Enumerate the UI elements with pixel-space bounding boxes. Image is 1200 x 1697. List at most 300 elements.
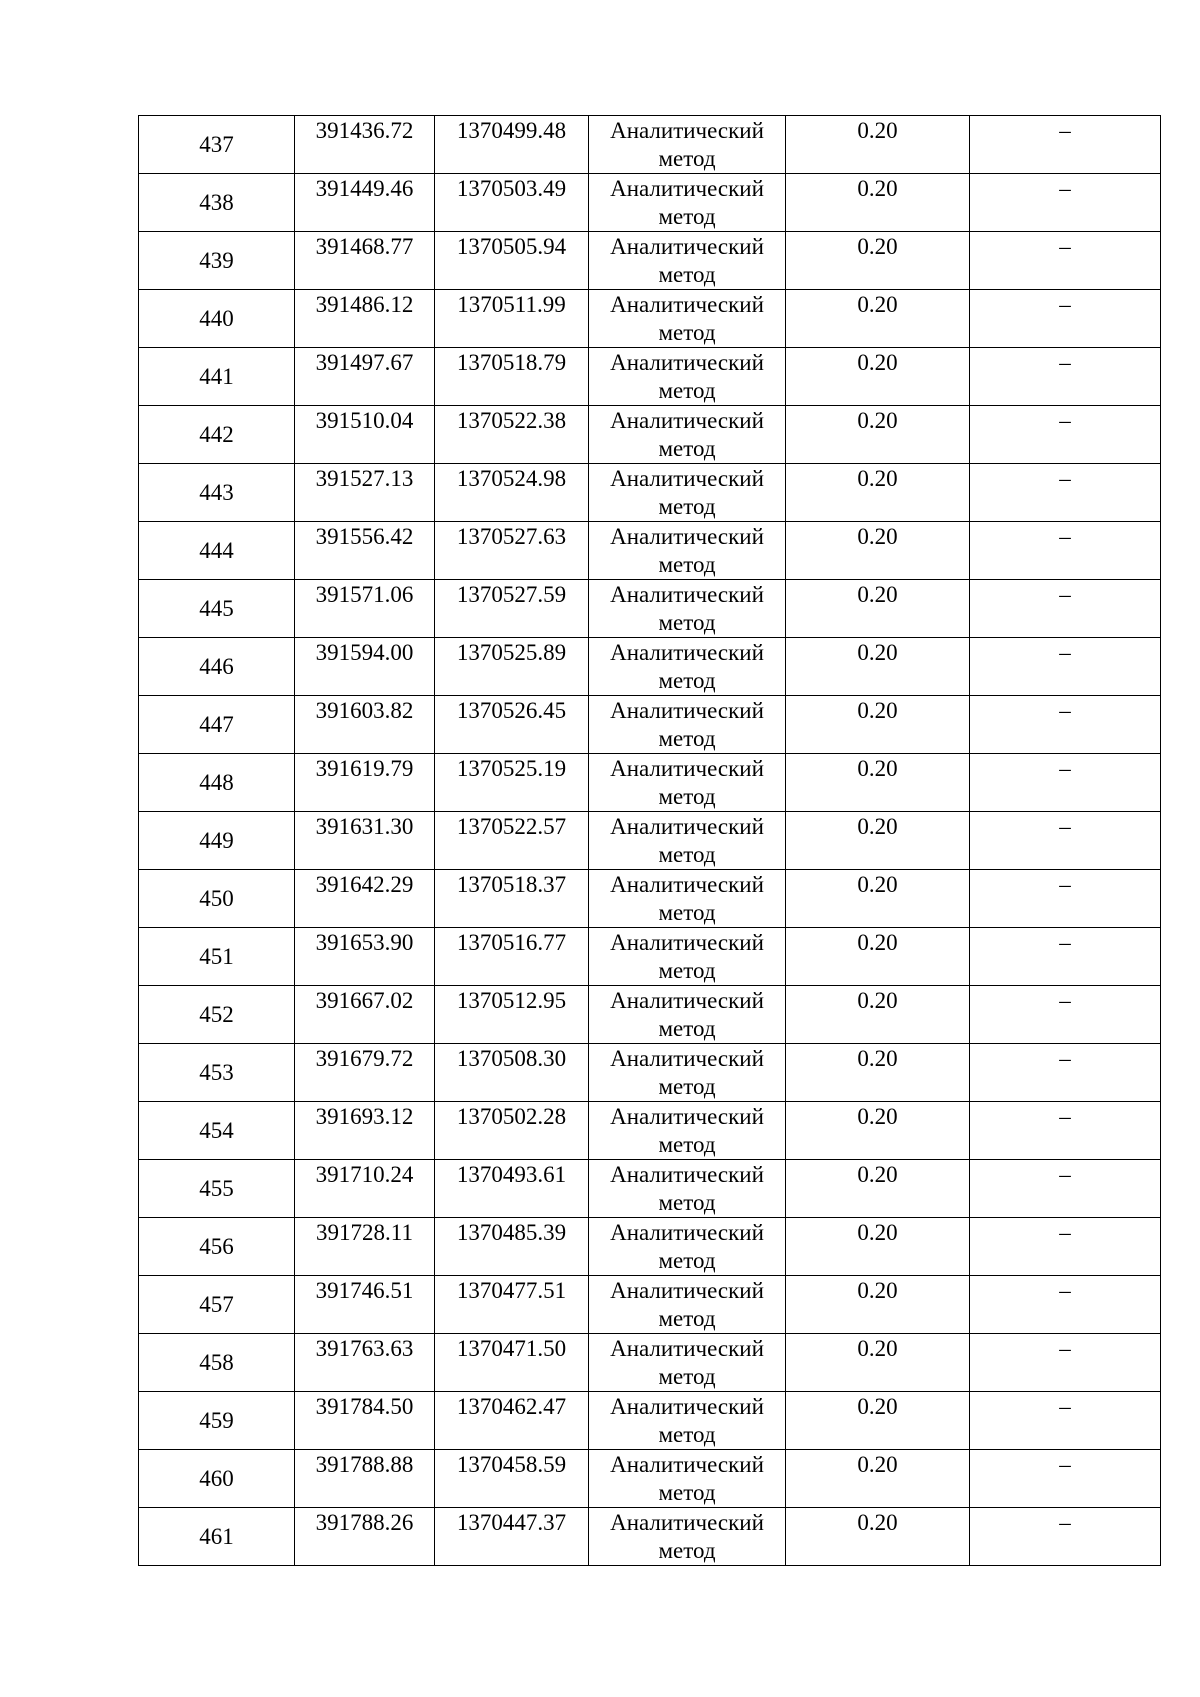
note-text: – [1059,1336,1071,1361]
accuracy-text: 0.20 [857,466,898,491]
y-coordinate-cell [435,1450,589,1508]
note-cell [970,928,1161,986]
accuracy-cell [786,116,970,174]
note-text: – [1059,988,1071,1013]
table-row [139,1334,1161,1392]
table-row [139,1508,1161,1566]
x-coordinate-text: 391784.50 [315,1394,414,1419]
table-row [139,1218,1161,1276]
note-text: – [1059,698,1071,723]
y-coordinate-text: 1370518.79 [456,350,567,375]
x-coordinate-text: 391468.77 [315,234,414,259]
y-coordinate-text: 1370499.48 [456,118,567,143]
x-coordinate-cell [295,406,435,464]
note-cell [970,464,1161,522]
accuracy-cell [786,1392,970,1450]
note-text: – [1059,524,1071,549]
note-text: – [1059,1278,1071,1303]
method-cell [589,1276,786,1334]
y-coordinate-cell [435,116,589,174]
method-text: Аналитический метод [610,698,764,751]
table-row [139,232,1161,290]
x-coordinate-cell [295,1276,435,1334]
note-text: – [1059,1510,1071,1535]
y-coordinate-text: 1370485.39 [456,1220,567,1245]
y-coordinate-cell [435,348,589,406]
method-cell [589,1218,786,1276]
x-coordinate-text: 391679.72 [315,1046,414,1071]
point-number-cell: 461 [139,1508,295,1566]
table-row [139,348,1161,406]
accuracy-text: 0.20 [857,1278,898,1303]
table-row [139,638,1161,696]
x-coordinate-text: 391449.46 [315,176,414,201]
note-text: – [1059,814,1071,839]
accuracy-cell [786,348,970,406]
x-coordinate-cell [295,812,435,870]
method-text: Аналитический метод [610,1162,764,1215]
accuracy-text: 0.20 [857,640,898,665]
note-cell [970,696,1161,754]
y-coordinate-text: 1370493.61 [456,1162,567,1187]
method-cell [589,348,786,406]
x-coordinate-text: 391527.13 [315,466,414,491]
accuracy-text: 0.20 [857,930,898,955]
table-row [139,696,1161,754]
method-text: Аналитический метод [610,872,764,925]
table-row [139,1160,1161,1218]
y-coordinate-text: 1370527.59 [456,582,567,607]
y-coordinate-cell [435,1276,589,1334]
y-coordinate-cell [435,1334,589,1392]
accuracy-text: 0.20 [857,1510,898,1535]
accuracy-text: 0.20 [857,1394,898,1419]
note-text: – [1059,756,1071,781]
y-coordinate-cell [435,812,589,870]
accuracy-cell [786,1102,970,1160]
method-cell [589,232,786,290]
x-coordinate-cell [295,464,435,522]
accuracy-text: 0.20 [857,814,898,839]
coordinates-table-body [139,116,1161,1566]
method-cell [589,870,786,928]
accuracy-cell [786,522,970,580]
point-number-cell: 457 [139,1276,295,1334]
accuracy-cell [786,174,970,232]
method-cell [589,754,786,812]
method-text: Аналитический метод [610,292,764,345]
x-coordinate-text: 391693.12 [315,1104,414,1129]
accuracy-cell [786,812,970,870]
x-coordinate-cell [295,348,435,406]
x-coordinate-cell [295,1218,435,1276]
method-cell [589,1450,786,1508]
x-coordinate-text: 391510.04 [315,408,414,433]
accuracy-cell [786,290,970,348]
x-coordinate-cell [295,1508,435,1566]
x-coordinate-text: 391788.88 [315,1452,414,1477]
point-number-cell: 443 [139,464,295,522]
point-number-cell: 452 [139,986,295,1044]
y-coordinate-text: 1370526.45 [456,698,567,723]
note-cell [970,812,1161,870]
accuracy-text: 0.20 [857,1046,898,1071]
x-coordinate-cell [295,1334,435,1392]
point-number-cell: 446 [139,638,295,696]
method-text: Аналитический метод [610,930,764,983]
y-coordinate-cell [435,464,589,522]
x-coordinate-cell [295,1044,435,1102]
point-number-cell: 447 [139,696,295,754]
y-coordinate-cell [435,638,589,696]
note-cell [970,754,1161,812]
note-cell [970,174,1161,232]
x-coordinate-text: 391603.82 [315,698,414,723]
table-row [139,406,1161,464]
note-cell [970,580,1161,638]
y-coordinate-text: 1370458.59 [456,1452,567,1477]
method-cell [589,638,786,696]
method-text: Аналитический метод [610,1046,764,1099]
note-cell [970,348,1161,406]
method-text: Аналитический метод [610,176,764,229]
point-number-cell: 460 [139,1450,295,1508]
y-coordinate-cell [435,522,589,580]
y-coordinate-text: 1370477.51 [456,1278,567,1303]
note-text: – [1059,1452,1071,1477]
accuracy-cell [786,1218,970,1276]
table-row [139,986,1161,1044]
accuracy-cell [786,928,970,986]
table-row [139,928,1161,986]
accuracy-text: 0.20 [857,872,898,897]
method-text: Аналитический метод [610,1510,764,1563]
method-text: Аналитический метод [610,408,764,461]
y-coordinate-text: 1370522.38 [456,408,567,433]
y-coordinate-text: 1370511.99 [457,292,566,317]
method-cell [589,1160,786,1218]
point-number-cell: 456 [139,1218,295,1276]
point-number-cell: 454 [139,1102,295,1160]
note-text: – [1059,466,1071,491]
y-coordinate-text: 1370502.28 [456,1104,567,1129]
x-coordinate-cell [295,928,435,986]
method-cell [589,986,786,1044]
method-text: Аналитический метод [610,118,764,171]
method-text: Аналитический метод [610,1278,764,1331]
y-coordinate-text: 1370525.89 [456,640,567,665]
accuracy-text: 0.20 [857,176,898,201]
x-coordinate-cell [295,986,435,1044]
method-cell [589,812,786,870]
y-coordinate-cell [435,1044,589,1102]
method-cell [589,1508,786,1566]
method-cell [589,1334,786,1392]
method-cell [589,1044,786,1102]
y-coordinate-text: 1370508.30 [456,1046,567,1071]
point-number-cell: 437 [139,116,295,174]
point-number-cell: 453 [139,1044,295,1102]
y-coordinate-cell [435,580,589,638]
method-text: Аналитический метод [610,582,764,635]
y-coordinate-text: 1370505.94 [456,234,567,259]
point-number-cell: 439 [139,232,295,290]
note-cell [970,1276,1161,1334]
x-coordinate-cell [295,232,435,290]
accuracy-text: 0.20 [857,582,898,607]
note-cell [970,870,1161,928]
method-cell [589,290,786,348]
note-text: – [1059,234,1071,259]
table-row [139,1044,1161,1102]
note-text: – [1059,292,1071,317]
method-cell [589,406,786,464]
accuracy-cell [786,1450,970,1508]
note-text: – [1059,350,1071,375]
note-text: – [1059,1162,1071,1187]
y-coordinate-cell [435,928,589,986]
note-text: – [1059,872,1071,897]
point-number-cell: 458 [139,1334,295,1392]
accuracy-text: 0.20 [857,234,898,259]
method-cell [589,1102,786,1160]
point-number-cell: 451 [139,928,295,986]
y-coordinate-text: 1370462.47 [456,1394,567,1419]
y-coordinate-cell [435,1218,589,1276]
accuracy-cell [786,986,970,1044]
x-coordinate-cell [295,580,435,638]
method-text: Аналитический метод [610,988,764,1041]
y-coordinate-cell [435,290,589,348]
x-coordinate-cell [295,522,435,580]
x-coordinate-cell [295,1160,435,1218]
x-coordinate-text: 391728.11 [316,1220,413,1245]
y-coordinate-cell [435,696,589,754]
method-text: Аналитический метод [610,1394,764,1447]
accuracy-cell [786,1160,970,1218]
accuracy-cell [786,1334,970,1392]
method-text: Аналитический метод [610,1336,764,1389]
x-coordinate-text: 391642.29 [315,872,414,897]
note-text: – [1059,1104,1071,1129]
point-number-cell: 450 [139,870,295,928]
method-text: Аналитический метод [610,640,764,693]
accuracy-text: 0.20 [857,1336,898,1361]
x-coordinate-text: 391746.51 [315,1278,414,1303]
table-row [139,174,1161,232]
x-coordinate-text: 391763.63 [315,1336,414,1361]
accuracy-text: 0.20 [857,408,898,433]
note-text: – [1059,176,1071,201]
coordinates-table [138,115,1161,1566]
table-row [139,1392,1161,1450]
x-coordinate-cell [295,638,435,696]
note-cell [970,1334,1161,1392]
note-cell [970,1218,1161,1276]
point-number-cell: 442 [139,406,295,464]
y-coordinate-cell [435,986,589,1044]
note-cell [970,1102,1161,1160]
accuracy-text: 0.20 [857,988,898,1013]
method-cell [589,928,786,986]
point-number-cell: 459 [139,1392,295,1450]
note-text: – [1059,1046,1071,1071]
x-coordinate-text: 391571.06 [315,582,414,607]
x-coordinate-cell [295,1392,435,1450]
note-cell [970,290,1161,348]
accuracy-cell [786,232,970,290]
accuracy-cell [786,406,970,464]
point-number-cell: 449 [139,812,295,870]
table-row [139,1276,1161,1334]
y-coordinate-cell [435,1160,589,1218]
point-number-cell: 441 [139,348,295,406]
x-coordinate-text: 391497.67 [315,350,414,375]
note-text: – [1059,930,1071,955]
x-coordinate-text: 391667.02 [315,988,414,1013]
method-cell [589,580,786,638]
accuracy-text: 0.20 [857,350,898,375]
y-coordinate-text: 1370525.19 [456,756,567,781]
y-coordinate-text: 1370527.63 [456,524,567,549]
x-coordinate-text: 391556.42 [315,524,414,549]
accuracy-cell [786,1044,970,1102]
accuracy-text: 0.20 [857,1220,898,1245]
point-number-cell: 440 [139,290,295,348]
accuracy-cell [786,464,970,522]
method-cell [589,464,786,522]
table-row [139,522,1161,580]
note-text: – [1059,1394,1071,1419]
accuracy-text: 0.20 [857,1452,898,1477]
note-cell [970,1392,1161,1450]
table-row [139,580,1161,638]
x-coordinate-text: 391788.26 [315,1510,414,1535]
point-number-cell: 448 [139,754,295,812]
note-cell [970,522,1161,580]
point-number-cell: 438 [139,174,295,232]
table-row [139,754,1161,812]
point-number-cell: 455 [139,1160,295,1218]
note-cell [970,406,1161,464]
y-coordinate-text: 1370522.57 [456,814,567,839]
accuracy-cell [786,870,970,928]
accuracy-cell [786,1276,970,1334]
accuracy-cell [786,1508,970,1566]
accuracy-cell [786,696,970,754]
x-coordinate-cell [295,870,435,928]
note-cell [970,1044,1161,1102]
x-coordinate-cell [295,754,435,812]
x-coordinate-cell [295,1450,435,1508]
note-text: – [1059,118,1071,143]
y-coordinate-cell [435,870,589,928]
accuracy-text: 0.20 [857,524,898,549]
accuracy-text: 0.20 [857,1104,898,1129]
accuracy-text: 0.20 [857,1162,898,1187]
accuracy-cell [786,638,970,696]
accuracy-text: 0.20 [857,756,898,781]
method-text: Аналитический метод [610,234,764,287]
x-coordinate-cell [295,290,435,348]
x-coordinate-text: 391486.12 [315,292,414,317]
y-coordinate-text: 1370447.37 [456,1510,567,1535]
accuracy-cell [786,754,970,812]
method-cell [589,522,786,580]
y-coordinate-cell [435,754,589,812]
y-coordinate-cell [435,1508,589,1566]
y-coordinate-text: 1370516.77 [456,930,567,955]
note-cell [970,986,1161,1044]
note-cell [970,1450,1161,1508]
note-cell [970,1160,1161,1218]
y-coordinate-text: 1370503.49 [456,176,567,201]
y-coordinate-text: 1370512.95 [456,988,567,1013]
table-row [139,1450,1161,1508]
method-cell [589,174,786,232]
method-text: Аналитический метод [610,1452,764,1505]
note-text: – [1059,582,1071,607]
y-coordinate-cell [435,1102,589,1160]
point-number-cell: 445 [139,580,295,638]
x-coordinate-text: 391594.00 [315,640,414,665]
x-coordinate-cell [295,1102,435,1160]
note-text: – [1059,1220,1071,1245]
accuracy-text: 0.20 [857,292,898,317]
method-text: Аналитический метод [610,756,764,809]
method-text: Аналитический метод [610,814,764,867]
note-text: – [1059,640,1071,665]
x-coordinate-text: 391631.30 [315,814,414,839]
y-coordinate-text: 1370524.98 [456,466,567,491]
x-coordinate-text: 391436.72 [315,118,414,143]
x-coordinate-text: 391710.24 [315,1162,414,1187]
x-coordinate-cell [295,116,435,174]
accuracy-text: 0.20 [857,118,898,143]
method-cell [589,1392,786,1450]
x-coordinate-text: 391619.79 [315,756,414,781]
table-row [139,464,1161,522]
method-text: Аналитический метод [610,350,764,403]
note-cell [970,1508,1161,1566]
table-row [139,116,1161,174]
accuracy-text: 0.20 [857,698,898,723]
y-coordinate-cell [435,1392,589,1450]
method-text: Аналитический метод [610,524,764,577]
y-coordinate-cell [435,232,589,290]
note-text: – [1059,408,1071,433]
table-row [139,290,1161,348]
y-coordinate-cell [435,406,589,464]
table-row [139,1102,1161,1160]
y-coordinate-cell [435,174,589,232]
note-cell [970,638,1161,696]
point-number-cell: 444 [139,522,295,580]
method-text: Аналитический метод [610,466,764,519]
y-coordinate-text: 1370518.37 [456,872,567,897]
table-row [139,870,1161,928]
method-text: Аналитический метод [610,1104,764,1157]
method-text: Аналитический метод [610,1220,764,1273]
table-row [139,812,1161,870]
method-cell [589,116,786,174]
y-coordinate-text: 1370471.50 [456,1336,567,1361]
x-coordinate-cell [295,696,435,754]
x-coordinate-cell [295,174,435,232]
note-cell [970,116,1161,174]
note-cell [970,232,1161,290]
x-coordinate-text: 391653.90 [315,930,414,955]
